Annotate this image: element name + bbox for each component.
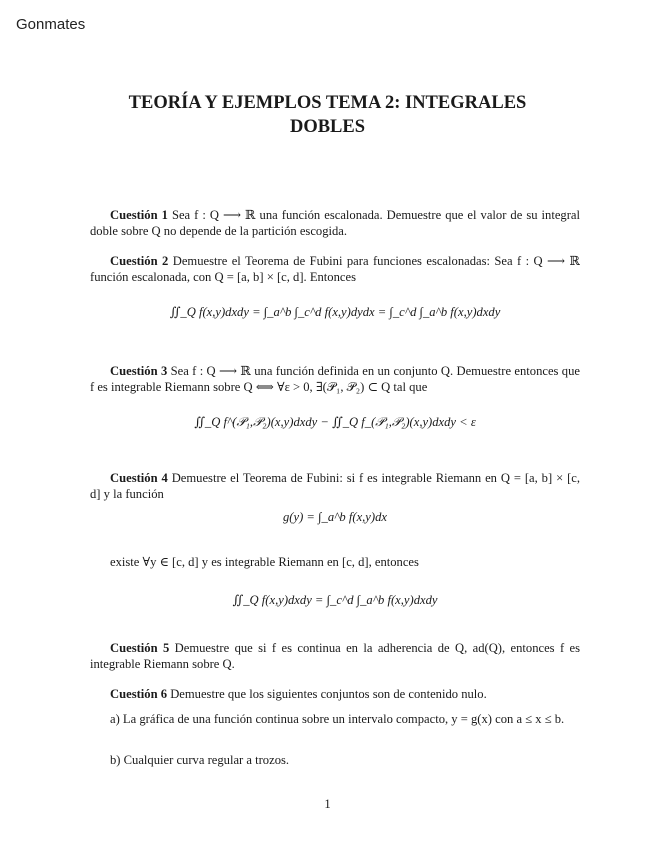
- question-label: Cuestión 3: [110, 364, 168, 378]
- question-label: Cuestión 1: [110, 208, 168, 222]
- page-title-line1: TEORÍA Y EJEMPLOS TEMA 2: INTEGRALES: [128, 93, 527, 113]
- question-5: [90, 640, 580, 672]
- page-title: [60, 91, 595, 139]
- question-text: Demuestre el Teorema de Fubini para funciones escalonadas: Sea f : Q ⟶ ℝ función escalonada, con Q = [a, b] × [c, d]. Entonces: [90, 254, 580, 284]
- page-title-line2: DOBLES: [289, 117, 366, 137]
- question-text: Demuestre el Teorema de Fubini: si f es integrable Riemann en Q = [a, b] × [c, d] y la función: [90, 471, 580, 501]
- question-label: Cuestión 6: [110, 687, 168, 701]
- question-text: Demuestre que si f es continua en la adherencia de Q, ad(Q), entonces f es integrable Riemann sobre Q.: [90, 641, 581, 671]
- question-3: [90, 363, 580, 395]
- question-4-continuation: existe ∀y ∈ [c, d] y es integrable Riemann en [c, d], entonces: [110, 555, 419, 569]
- formula-fubini-general: ∬_Q f(x,y)dxdy = ∫_c^d ∫_a^b f(x,y)dxdy: [232, 593, 438, 607]
- list-item: b) Cualquier curva regular a trozos.: [110, 753, 290, 767]
- question-text: Sea f : Q ⟶ ℝ una función definida en un conjunto Q. Demuestre entonces que f es integrable Riemann sobre Q ⟺ ∀ε > 0, ∃(𝒫₁, 𝒫₂) ⊂ Q tal que: [90, 364, 580, 394]
- question-text: Demuestre que los siguientes conjuntos son de contenido nulo.: [170, 687, 487, 701]
- page-number: 1: [324, 797, 331, 811]
- formula-riemann-criterion: ∬_Q f^(𝒫₁,𝒫₂)(x,y)dxdy − ∬_Q f_(𝒫₁,𝒫₂)(x,y)dxdy < ε: [194, 415, 476, 429]
- site-label: Gonmates: [16, 16, 86, 33]
- formula-fubini-step: ∬_Q f(x,y)dxdy = ∫_a^b ∫_c^d f(x,y)dydx = ∫_c^d ∫_a^b f(x,y)dxdy: [169, 305, 501, 319]
- question-text: Sea f : Q ⟶ ℝ una función escalonada. Demuestre que el valor de su integral doble sobre Q no depende de la partición escogida.: [90, 208, 580, 238]
- question-label: Cuestión 5: [110, 641, 170, 655]
- question-4: [90, 470, 580, 502]
- question-label: Cuestión 4: [110, 471, 168, 485]
- question-label: Cuestión 2: [110, 254, 169, 268]
- formula-g-definition: g(y) = ∫_a^b f(x,y)dx: [283, 510, 387, 524]
- question-6: [90, 686, 580, 702]
- question-1: [90, 207, 580, 239]
- list-item: a) La gráfica de una función continua sobre un intervalo compacto, y = g(x) con a ≤ x ≤ b.: [110, 712, 565, 726]
- question-2: [90, 253, 580, 285]
